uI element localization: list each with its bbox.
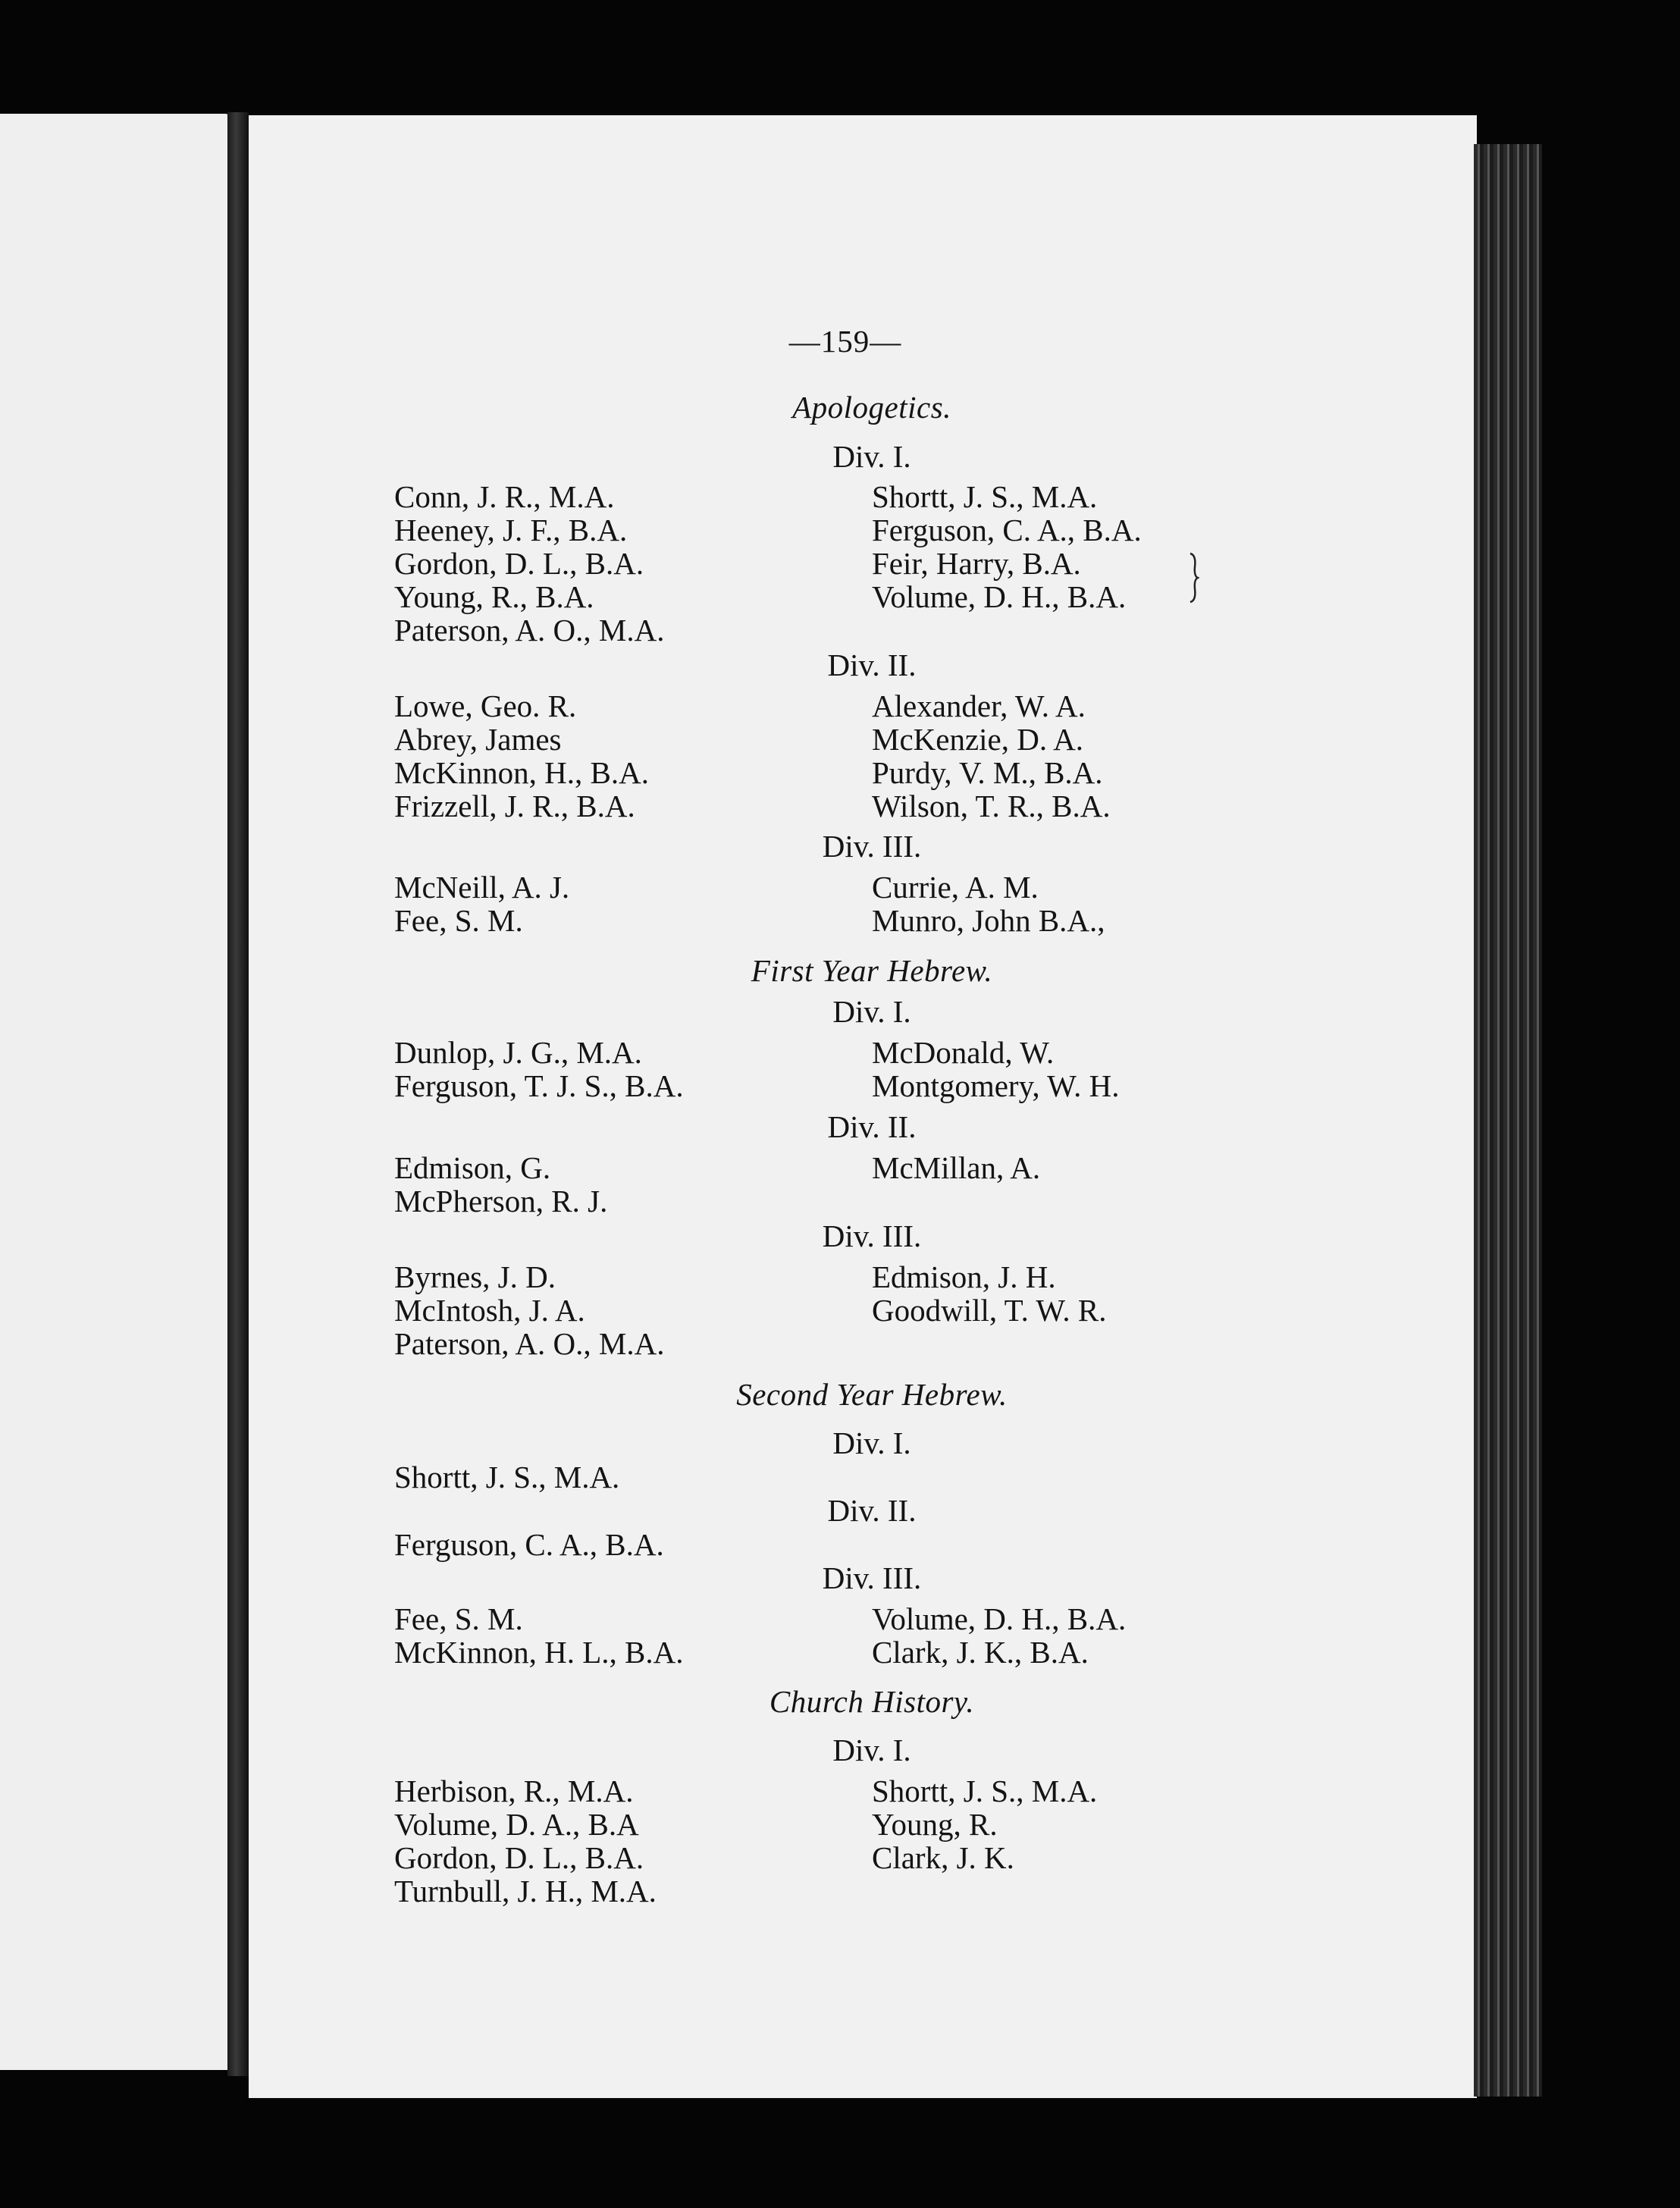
student-name: McKinnon, H., B.A.: [394, 755, 649, 790]
student-name: Edmison, J. H.: [872, 1259, 1056, 1294]
student-name: Fee, S. M.: [394, 903, 523, 938]
student-name: Volume, D. H., B.A.: [872, 579, 1127, 614]
student-name: Edmison, G.: [394, 1150, 551, 1185]
student-name: McKinnon, H. L., B.A.: [394, 1635, 684, 1670]
section-heading-first-year-hebrew: First Year Hebrew.: [751, 953, 993, 988]
section-heading-second-year-hebrew: Second Year Hebrew.: [736, 1377, 1008, 1412]
section-heading-apologetics: Apologetics.: [792, 390, 951, 425]
page-number: —159—: [788, 324, 902, 359]
division-label: Div. II.: [827, 1109, 917, 1144]
division-label: Div. I.: [832, 1733, 911, 1767]
student-name: Heeney, J. F., B.A.: [394, 513, 628, 547]
student-name: McKenzie, D. A.: [872, 722, 1083, 757]
division-label: Div. I.: [832, 994, 911, 1029]
student-name: Alexander, W. A.: [872, 688, 1086, 723]
student-name: Young, R., B.A.: [394, 579, 594, 614]
student-name: Shortt, J. S., M.A.: [394, 1460, 620, 1494]
student-name: Munro, John B.A.,: [872, 903, 1105, 938]
student-name: Byrnes, J. D.: [394, 1259, 556, 1294]
student-name: Conn, J. R., M.A.: [394, 479, 615, 514]
student-name: Ferguson, C. A., B.A.: [394, 1527, 664, 1562]
division-label: Div. III.: [822, 1560, 922, 1595]
student-name: Ferguson, T. J. S., B.A.: [394, 1068, 684, 1103]
section-heading-church-history: Church History.: [769, 1684, 975, 1719]
student-name: Gordon, D. L., B.A.: [394, 1840, 644, 1875]
student-name: Abrey, James: [394, 722, 562, 757]
student-name: Volume, D. A., B.A: [394, 1807, 639, 1842]
student-name: Gordon, D. L., B.A.: [394, 546, 644, 581]
student-name: Ferguson, C. A., B.A.: [872, 513, 1142, 547]
student-name: Currie, A. M.: [872, 870, 1039, 905]
division-label: Div. III.: [822, 829, 922, 864]
student-name: Clark, J. K., B.A.: [872, 1635, 1089, 1670]
student-name: Paterson, A. O., M.A.: [394, 613, 665, 648]
student-name: Purdy, V. M., B.A.: [872, 755, 1103, 790]
student-name: Shortt, J. S., M.A.: [872, 1774, 1098, 1808]
student-name: McDonald, W.: [872, 1035, 1055, 1070]
student-name: Feir, Harry, B.A.: [872, 546, 1081, 581]
student-name: Frizzell, J. R., B.A.: [394, 789, 635, 823]
student-name: Herbison, R., M.A.: [394, 1774, 634, 1808]
student-name: Montgomery, W. H.: [872, 1068, 1120, 1103]
student-name: McPherson, R. J.: [394, 1184, 608, 1218]
division-label: Div. I.: [832, 439, 911, 474]
student-name: Fee, S. M.: [394, 1601, 523, 1636]
student-name: Paterson, A. O., M.A.: [394, 1326, 665, 1361]
division-label: Div. I.: [832, 1425, 911, 1460]
student-name: McIntosh, J. A.: [394, 1293, 585, 1328]
student-name: Shortt, J. S., M.A.: [872, 479, 1098, 514]
student-name: Volume, D. H., B.A.: [872, 1601, 1127, 1636]
student-name: Turnbull, J. H., M.A.: [394, 1874, 657, 1908]
student-name: Clark, J. K.: [872, 1840, 1014, 1875]
student-name: McNeill, A. J.: [394, 870, 570, 905]
student-name: Dunlop, J. G., M.A.: [394, 1035, 642, 1070]
student-name: Goodwill, T. W. R.: [872, 1293, 1107, 1328]
division-label: Div. III.: [822, 1218, 922, 1253]
division-label: Div. II.: [827, 1493, 917, 1528]
student-name: Wilson, T. R., B.A.: [872, 789, 1111, 823]
student-name: Lowe, Geo. R.: [394, 688, 577, 723]
student-name: Young, R.: [872, 1807, 998, 1842]
student-name: McMillan, A.: [872, 1150, 1041, 1185]
division-label: Div. II.: [827, 648, 917, 682]
